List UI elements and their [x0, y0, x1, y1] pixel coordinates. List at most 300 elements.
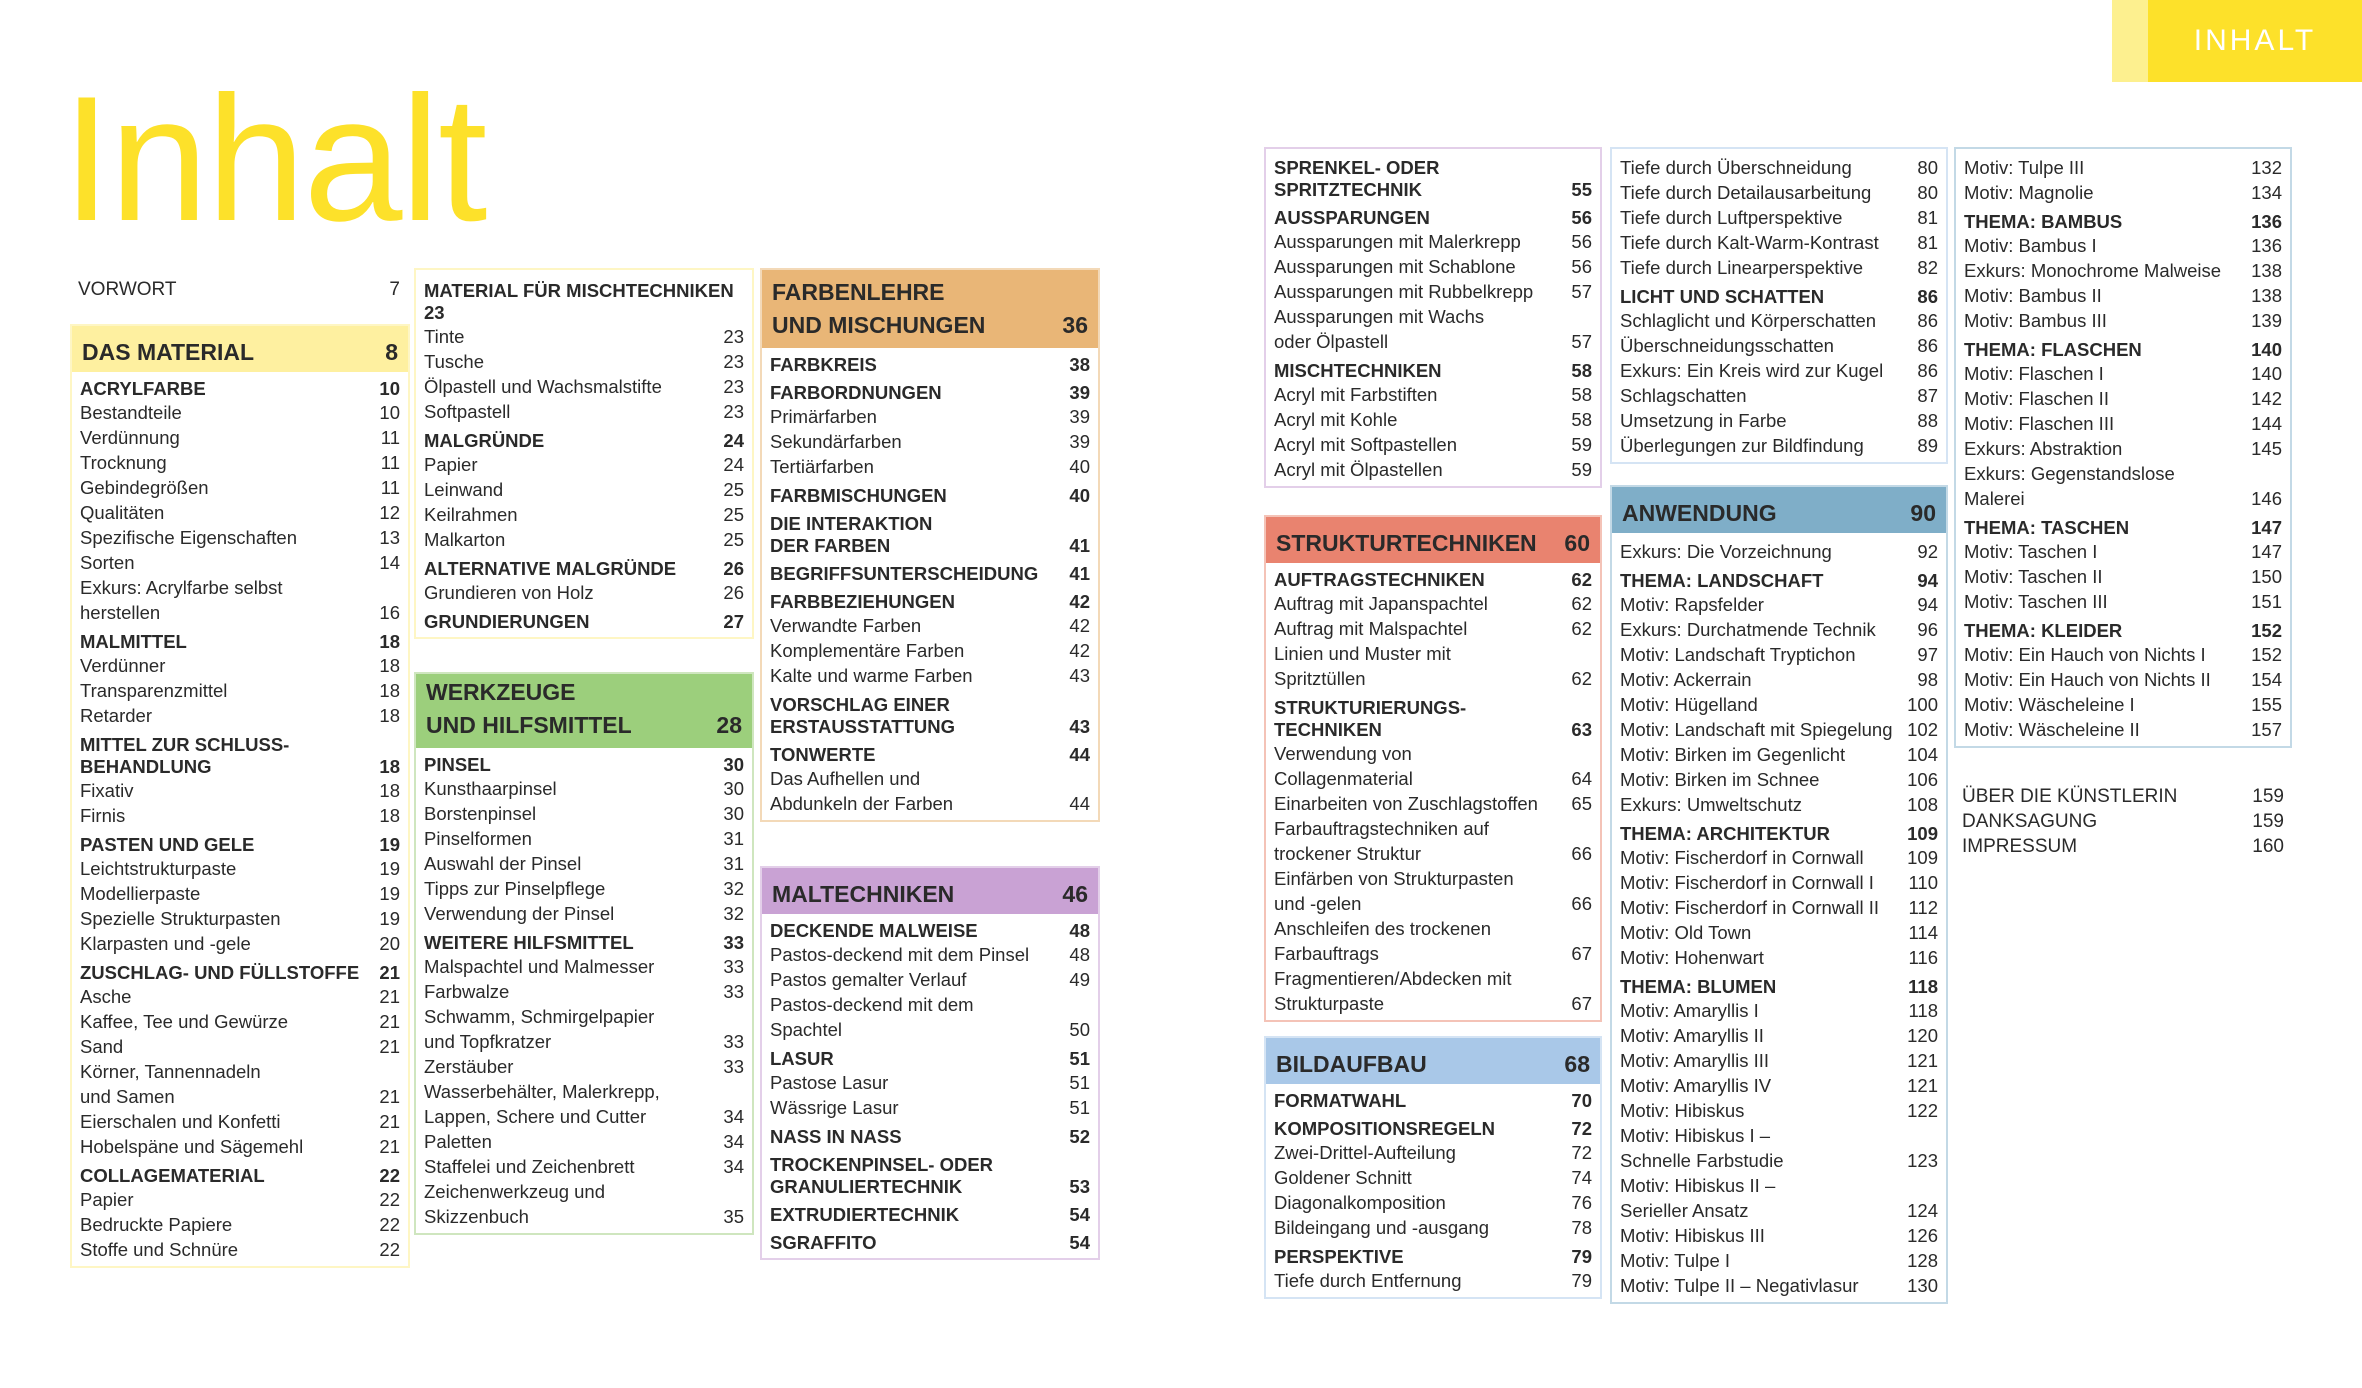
toc-entry[interactable] [80, 803, 400, 828]
toc-entry[interactable] [770, 1070, 1090, 1095]
toc-entry[interactable] [1620, 433, 1938, 458]
entry-page: 89 [1917, 435, 1938, 456]
toc-entry[interactable] [1274, 457, 1592, 482]
toc-entry[interactable] [770, 992, 1090, 1042]
toc-entry[interactable] [424, 901, 744, 926]
entry-title: Paletten [424, 1131, 492, 1152]
entry-page: 112 [1908, 897, 1938, 918]
toc-subheading[interactable] [424, 754, 744, 776]
entry-page: 23 [723, 376, 744, 397]
toc-entry[interactable] [424, 502, 744, 527]
toc-entry[interactable] [80, 400, 400, 425]
entry-page: 26 [723, 558, 744, 579]
toc-entry[interactable] [1620, 155, 1938, 180]
toc-entry[interactable] [80, 1059, 400, 1109]
entry-page: 118 [1908, 976, 1938, 997]
toc-entry[interactable] [80, 575, 400, 625]
toc-entry[interactable] [1620, 617, 1938, 642]
toc-entry[interactable] [80, 1034, 400, 1059]
toc-entry[interactable] [80, 550, 400, 575]
toc-entry[interactable] [80, 450, 400, 475]
outro-list [1962, 784, 2284, 859]
toc-subheading[interactable] [770, 1204, 1090, 1226]
toc-entry[interactable] [1620, 383, 1938, 408]
toc-entry[interactable] [80, 703, 400, 728]
entry-page: 11 [380, 427, 400, 448]
toc-entry[interactable] [80, 1009, 400, 1034]
toc-entry[interactable] [1620, 667, 1938, 692]
toc-entry[interactable] [424, 374, 744, 399]
entry-page: 124 [1907, 1200, 1938, 1221]
toc-entry[interactable] [80, 906, 400, 931]
toc-subheading[interactable] [770, 382, 1090, 404]
entry-page: 39 [1069, 382, 1090, 403]
entry-page: 34 [723, 1156, 744, 1177]
entry-title: Motiv: Taschen I [1964, 541, 2098, 562]
toc-subheading[interactable] [80, 734, 400, 778]
toc-entry[interactable] [1964, 258, 2282, 283]
toc-entry[interactable] [80, 931, 400, 956]
entry-page: 18 [379, 780, 400, 801]
entry-title: Spezielle Strukturpasten [80, 908, 281, 929]
entry-page: 116 [1908, 947, 1938, 968]
toc-subheading[interactable] [80, 1165, 400, 1187]
toc-entry[interactable] [80, 1237, 400, 1262]
toc-subheading[interactable] [80, 378, 400, 400]
toc-subheading[interactable] [1274, 1090, 1592, 1112]
toc-entry[interactable] [424, 954, 744, 979]
toc-list [1266, 563, 1600, 1020]
toc-entry[interactable] [1274, 1165, 1592, 1190]
toc-entry[interactable] [1964, 155, 2282, 180]
toc-entry[interactable] [1274, 591, 1592, 616]
entry-page: 80 [1917, 182, 1938, 203]
toc-subheading[interactable] [80, 834, 400, 856]
toc-subheading[interactable] [770, 354, 1090, 376]
toc-entry[interactable] [1620, 1098, 1938, 1123]
toc-entry[interactable] [1964, 564, 2282, 589]
toc-entry[interactable] [770, 613, 1090, 638]
toc-entry[interactable] [80, 500, 400, 525]
toc-entry[interactable] [1964, 233, 2282, 258]
entry-page: 139 [2251, 310, 2282, 331]
entry-title: Verwendung der Pinsel [424, 903, 615, 924]
entry-title: PERSPEKTIVE [1274, 1246, 1404, 1267]
toc-entry[interactable] [1620, 895, 1938, 920]
toc-entry[interactable] [1620, 742, 1938, 767]
section-title: MALTECHNIKEN [772, 881, 955, 907]
toc-entry[interactable] [80, 1109, 400, 1134]
entry-title: LASUR [770, 1048, 834, 1069]
toc-entry[interactable] [1274, 1268, 1592, 1293]
toc-entry[interactable] [1620, 1073, 1938, 1098]
toc-subheading[interactable] [1274, 207, 1592, 229]
entry-page: 18 [379, 705, 400, 726]
toc-entry[interactable] [424, 1129, 744, 1154]
toc-entry[interactable] [424, 801, 744, 826]
entry-page: 81 [1917, 232, 1938, 253]
toc-subheading[interactable] [1274, 157, 1592, 201]
entry-page: 51 [1069, 1072, 1090, 1093]
entry-title: Pastos-deckend mit dem Pinsel [770, 944, 1030, 965]
toc-entry[interactable] [1274, 916, 1592, 966]
toc-entry[interactable] [424, 776, 744, 801]
entry-title: MITTEL ZUR SCHLUSS- BEHANDLUNG [80, 734, 290, 777]
toc-entry[interactable] [1620, 945, 1938, 970]
toc-subheading[interactable] [1274, 1118, 1592, 1140]
entry-title: Tiefe durch Detailausarbeitung [1620, 182, 1872, 203]
toc-entry[interactable] [770, 1095, 1090, 1120]
entry-title: NASS IN NASS [770, 1126, 902, 1147]
toc-entry[interactable] [1620, 870, 1938, 895]
toc-entry[interactable] [1274, 866, 1592, 916]
entry-title: Motiv: Flaschen III [1964, 413, 2115, 434]
entry-page: 23 [723, 326, 744, 347]
entry-title: Malspachtel und Malmesser [424, 956, 655, 977]
toc-entry[interactable] [1620, 998, 1938, 1023]
section-header[interactable] [416, 674, 752, 748]
toc-entry[interactable] [80, 653, 400, 678]
toc-subheading[interactable] [770, 1048, 1090, 1070]
section-header[interactable] [1266, 1038, 1600, 1084]
toc-entry[interactable] [1620, 920, 1938, 945]
entry-title: AUFTRAGSTECHNIKEN [1274, 569, 1485, 590]
section-header[interactable] [72, 326, 408, 372]
toc-entry[interactable] [1274, 229, 1592, 254]
toc-list [72, 372, 408, 1266]
toc-entry[interactable] [1274, 1215, 1592, 1240]
toc-entry[interactable] [1620, 255, 1938, 280]
toc-subheading[interactable] [770, 1232, 1090, 1254]
entry-page: 30 [723, 778, 744, 799]
toc-entry[interactable] [770, 663, 1090, 688]
section-page: 90 [1910, 500, 1936, 526]
entry-page: 21 [379, 962, 400, 983]
entry-title: Pinselformen [424, 828, 532, 849]
toc-entry[interactable] [1964, 411, 2282, 436]
toc-subheading[interactable] [770, 563, 1090, 585]
entry-page: 145 [2251, 438, 2282, 459]
toc-entry[interactable] [78, 277, 400, 302]
entry-page: 10 [379, 378, 400, 399]
entry-title: THEMA: BAMBUS [1964, 211, 2123, 232]
toc-subheading[interactable] [770, 513, 1090, 557]
entry-title: STRUKTURIERUNGS- TECHNIKEN [1274, 697, 1467, 740]
toc-subheading[interactable] [80, 631, 400, 653]
entry-page: 18 [379, 631, 400, 652]
toc-subheading[interactable] [1964, 620, 2282, 642]
toc-entry[interactable] [1620, 358, 1938, 383]
entry-title: TONWERTE [770, 744, 876, 765]
entry-page: 48 [1069, 944, 1090, 965]
toc-entry[interactable] [770, 766, 1090, 816]
toc-entry[interactable] [80, 475, 400, 500]
entry-page: 109 [1907, 847, 1938, 868]
entry-page: 31 [723, 828, 744, 849]
toc-entry[interactable] [1274, 1190, 1592, 1215]
entry-page: 19 [379, 908, 400, 929]
toc-entry[interactable] [424, 851, 744, 876]
toc-entry[interactable] [424, 876, 744, 901]
toc-entry[interactable] [1964, 589, 2282, 614]
entry-title: Tiefe durch Kalt-Warm-Kontrast [1620, 232, 1879, 253]
entry-title: Motiv: Taschen II [1964, 566, 2103, 587]
toc-entry[interactable] [1274, 966, 1592, 1016]
toc-entry[interactable] [1620, 308, 1938, 333]
entry-page: 52 [1069, 1126, 1090, 1147]
entry-title: Motiv: Ackerrain [1620, 669, 1752, 690]
toc-entry[interactable] [424, 1154, 744, 1179]
toc-entry[interactable] [1274, 304, 1592, 354]
section-title: STRUKTURTECHNIKEN [1276, 530, 1537, 556]
toc-entry[interactable] [1620, 180, 1938, 205]
toc-subheading[interactable] [770, 694, 1090, 738]
entry-page: 22 [379, 1214, 400, 1235]
toc-entry[interactable] [424, 979, 744, 1004]
toc-subheading[interactable] [1274, 569, 1592, 591]
toc-entry[interactable] [80, 1134, 400, 1159]
toc-entry[interactable] [770, 454, 1090, 479]
entry-title: Acryl mit Kohle [1274, 409, 1398, 430]
entry-title: Tusche [424, 351, 484, 372]
toc-entry[interactable] [80, 425, 400, 450]
toc-subheading[interactable] [1964, 517, 2282, 539]
entry-title: Motiv: Hibiskus II – Serieller Ansatz [1620, 1175, 1776, 1221]
entry-page: 121 [1907, 1075, 1938, 1096]
toc-entry[interactable] [1620, 1048, 1938, 1073]
entry-title: Aussparungen mit Rubbelkrepp [1274, 281, 1534, 302]
entry-title: Tertiärfarben [770, 456, 874, 477]
entry-page: 40 [1069, 456, 1090, 477]
toc-subheading[interactable] [770, 1126, 1090, 1148]
toc-entry[interactable] [1964, 436, 2282, 461]
toc-entry[interactable] [1274, 382, 1592, 407]
toc-entry[interactable] [80, 525, 400, 550]
toc-entry[interactable] [1962, 784, 2284, 809]
entry-title: Motiv: Fischerdorf in Cornwall I [1620, 872, 1874, 893]
entry-title: Motiv: Amaryllis III [1620, 1050, 1770, 1071]
toc-entry[interactable] [1962, 809, 2284, 834]
toc-list [1266, 149, 1600, 486]
entry-page: 82 [1917, 257, 1938, 278]
toc-entry[interactable] [1620, 539, 1938, 564]
entry-title: DANKSAGUNG [1962, 811, 2098, 832]
toc-entry[interactable] [1620, 1223, 1938, 1248]
toc-entry[interactable] [1274, 791, 1592, 816]
entry-title: Acryl mit Ölpastellen [1274, 459, 1443, 480]
toc-entry[interactable] [1620, 592, 1938, 617]
toc-subheading[interactable] [770, 744, 1090, 766]
entry-title: Farbauftragstechniken auf trockener Struktur [1274, 818, 1489, 864]
toc-entry[interactable] [770, 942, 1090, 967]
toc-entry[interactable] [1964, 717, 2282, 742]
toc-subheading[interactable] [1274, 1246, 1592, 1268]
toc-entry[interactable] [1964, 386, 2282, 411]
toc-entry[interactable] [1274, 279, 1592, 304]
toc-entry[interactable] [80, 1212, 400, 1237]
entry-page: 86 [1917, 360, 1938, 381]
entry-title: Motiv: Birken im Schnee [1620, 769, 1820, 790]
toc-subheading[interactable] [424, 430, 744, 452]
section-header[interactable] [1612, 487, 1946, 533]
entry-title: Kaffee, Tee und Gewürze [80, 1011, 289, 1032]
toc-entry[interactable] [424, 1004, 744, 1054]
toc-subheading[interactable] [770, 920, 1090, 942]
toc-entry[interactable] [770, 429, 1090, 454]
toc-subheading[interactable] [424, 280, 744, 324]
entry-page: 31 [723, 853, 744, 874]
toc-entry[interactable] [1620, 230, 1938, 255]
toc-entry[interactable] [1964, 308, 2282, 333]
toc-subheading[interactable] [1274, 697, 1592, 741]
entry-title: Gebindegrößen [80, 477, 209, 498]
section-header[interactable] [762, 270, 1098, 348]
toc-entry[interactable] [80, 678, 400, 703]
toc-entry[interactable] [1964, 283, 2282, 308]
toc-entry[interactable] [80, 984, 400, 1009]
entry-page: 94 [1917, 570, 1938, 591]
entry-page: 80 [1917, 157, 1938, 178]
entry-title: Auftrag mit Japanspachtel [1274, 593, 1488, 614]
toc-entry[interactable] [1274, 816, 1592, 866]
toc-subheading[interactable] [424, 558, 744, 580]
entry-page: 43 [1069, 665, 1090, 686]
toc-entry[interactable] [1964, 667, 2282, 692]
entry-title: Tipps zur Pinselpflege [424, 878, 606, 899]
toc-entry[interactable] [1274, 1140, 1592, 1165]
toc-subheading[interactable] [1964, 339, 2282, 361]
entry-page: 14 [379, 552, 400, 573]
toc-entry[interactable] [80, 856, 400, 881]
entry-title: Klarpasten und -gele [80, 933, 251, 954]
toc-entry[interactable] [1620, 692, 1938, 717]
entry-title: Eierschalen und Konfetti [80, 1111, 281, 1132]
entry-title: Pastos gemalter Verlauf [770, 969, 967, 990]
toc-entry[interactable] [424, 1054, 744, 1079]
toc-entry[interactable] [1620, 1173, 1938, 1223]
section-anwendung-continued [1954, 147, 2292, 748]
section-bildaufbau-continued [1610, 147, 1948, 464]
entry-page: 25 [723, 529, 744, 550]
toc-entry[interactable] [424, 399, 744, 424]
toc-entry[interactable] [1620, 1248, 1938, 1273]
entry-page: 11 [380, 477, 400, 498]
entry-page: 18 [379, 805, 400, 826]
toc-subheading[interactable] [770, 485, 1090, 507]
toc-entry[interactable] [1620, 1023, 1938, 1048]
toc-entry[interactable] [1274, 407, 1592, 432]
toc-entry[interactable] [1620, 717, 1938, 742]
toc-entry[interactable] [1964, 539, 2282, 564]
toc-subheading[interactable] [1620, 823, 1938, 845]
entry-page: 11 [380, 452, 400, 473]
toc-entry[interactable] [770, 967, 1090, 992]
toc-subheading[interactable] [424, 932, 744, 954]
toc-entry[interactable] [424, 826, 744, 851]
entry-title: Retarder [80, 705, 152, 726]
entry-page: 58 [1571, 409, 1592, 430]
entry-page: 41 [1069, 535, 1090, 556]
entry-page: 59 [1571, 459, 1592, 480]
toc-entry[interactable] [1620, 1123, 1938, 1173]
toc-subheading[interactable] [1620, 286, 1938, 308]
toc-subheading[interactable] [424, 611, 744, 633]
toc-entry[interactable] [1620, 333, 1938, 358]
toc-entry[interactable] [1620, 767, 1938, 792]
toc-entry[interactable] [424, 1079, 744, 1129]
entry-title: Firnis [80, 805, 126, 826]
entry-title: Überschneidungsschatten [1620, 335, 1834, 356]
toc-entry[interactable] [1274, 741, 1592, 791]
toc-entry[interactable] [1964, 692, 2282, 717]
toc-entry[interactable] [1620, 205, 1938, 230]
entry-page: 72 [1571, 1118, 1592, 1139]
toc-entry[interactable] [80, 1187, 400, 1212]
toc-subheading[interactable] [1964, 211, 2282, 233]
toc-entry[interactable] [424, 1179, 744, 1229]
entry-title: Farbwalze [424, 981, 510, 1002]
section-header[interactable] [1266, 517, 1600, 563]
entry-title: MISCHTECHNIKEN [1274, 360, 1442, 381]
toc-entry[interactable] [1620, 1273, 1938, 1298]
toc-entry[interactable] [1274, 616, 1592, 641]
entry-title: Verdünnung [80, 427, 180, 448]
section-farbenlehre [760, 268, 1100, 822]
toc-entry[interactable] [424, 452, 744, 477]
toc-entry[interactable] [1964, 642, 2282, 667]
toc-entry[interactable] [1274, 432, 1592, 457]
entry-page: 32 [723, 878, 744, 899]
entry-page: 32 [723, 903, 744, 924]
toc-entry[interactable] [1620, 642, 1938, 667]
toc-entry[interactable] [1274, 641, 1592, 691]
toc-subheading[interactable] [1620, 976, 1938, 998]
toc-entry[interactable] [424, 349, 744, 374]
toc-entry[interactable] [1964, 180, 2282, 205]
toc-entry[interactable] [770, 638, 1090, 663]
section-header[interactable] [762, 868, 1098, 914]
entry-page: 79 [1571, 1270, 1592, 1291]
toc-entry[interactable] [424, 324, 744, 349]
toc-entry[interactable] [1962, 834, 2284, 859]
toc-entry[interactable] [1964, 361, 2282, 386]
entry-page: 130 [1907, 1275, 1938, 1296]
toc-entry[interactable] [770, 404, 1090, 429]
toc-entry[interactable] [80, 881, 400, 906]
toc-entry[interactable] [424, 527, 744, 552]
entry-title: MALMITTEL [80, 631, 187, 652]
toc-entry[interactable] [80, 778, 400, 803]
toc-subheading[interactable] [1620, 570, 1938, 592]
toc-entry[interactable] [1274, 254, 1592, 279]
toc-entry[interactable] [424, 477, 744, 502]
entry-page: 56 [1571, 207, 1592, 228]
toc-subheading[interactable] [770, 1154, 1090, 1198]
section-material [70, 324, 410, 1268]
entry-page: 25 [723, 479, 744, 500]
toc-entry[interactable] [424, 580, 744, 605]
toc-entry[interactable] [1620, 845, 1938, 870]
toc-subheading[interactable] [80, 962, 400, 984]
toc-entry[interactable] [1620, 408, 1938, 433]
toc-subheading[interactable] [1274, 360, 1592, 382]
toc-entry[interactable] [1620, 792, 1938, 817]
section-title: WERKZEUGE UND HILFSMITTEL [426, 679, 632, 738]
section-page: 60 [1564, 530, 1590, 556]
toc-subheading[interactable] [770, 591, 1090, 613]
entry-title: FARBBEZIEHUNGEN [770, 591, 956, 612]
toc-entry[interactable] [1964, 461, 2282, 511]
